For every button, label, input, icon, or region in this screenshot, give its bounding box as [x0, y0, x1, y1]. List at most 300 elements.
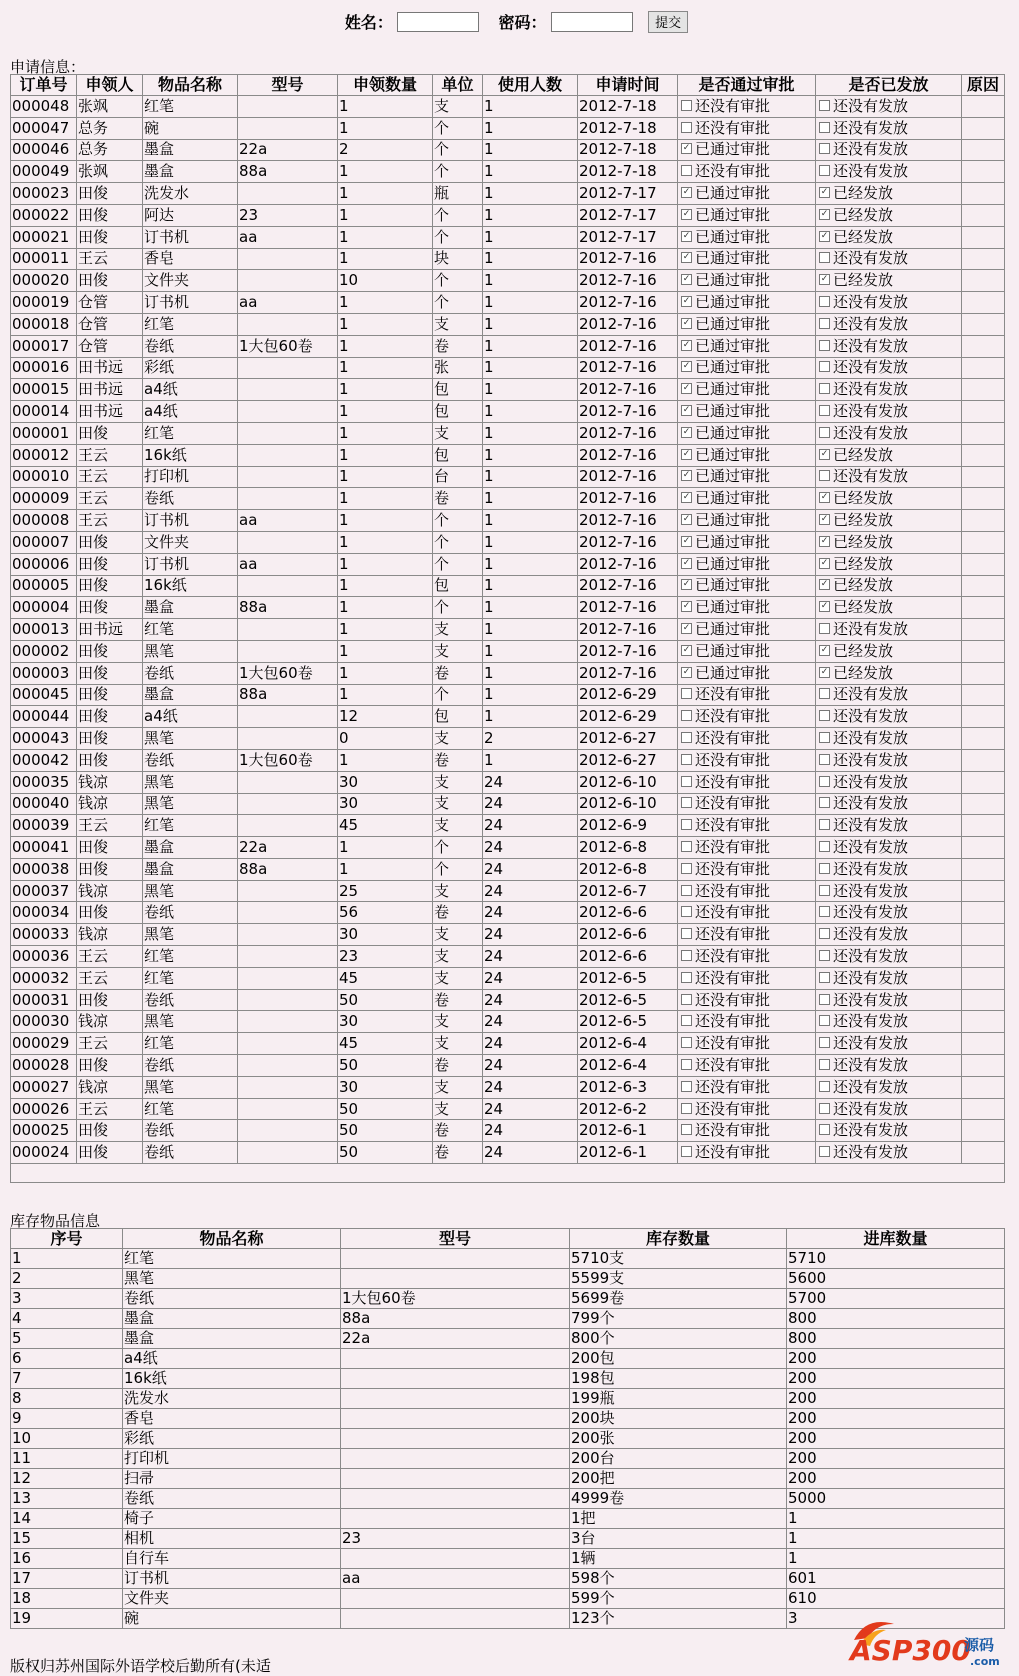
apply-cell-reason: [962, 771, 1005, 793]
apply-cell-users: 1: [483, 422, 578, 444]
apply-cell-reason: [962, 880, 1005, 902]
issue-checkbox[interactable]: [819, 1059, 830, 1070]
issue-checkbox[interactable]: [819, 994, 830, 1005]
approval-label: 还没有审批: [695, 162, 771, 181]
approval-label: 已通过审批: [695, 249, 771, 268]
issue-checkbox[interactable]: [819, 100, 830, 111]
apply-cell-approval: [678, 1055, 816, 1077]
apply-cell-id: 000048: [11, 96, 77, 118]
apply-cell-item: 香皂: [143, 248, 238, 270]
apply-cell-date: 2012-7-16: [578, 662, 678, 684]
stock-cell-no: 7: [11, 1369, 123, 1389]
apply-cell-item: 黑笔: [143, 793, 238, 815]
apply-cell-person: 田俊: [77, 858, 143, 880]
apply-cell-issue: [816, 292, 962, 314]
issue-checkbox[interactable]: [819, 950, 830, 961]
issue-label: 还没有发放: [833, 729, 909, 747]
stock-cell-model: [341, 1449, 570, 1469]
password-label: 密码：: [498, 13, 547, 32]
apply-cell-id: 000046: [11, 139, 77, 161]
issue-checkbox[interactable]: [819, 972, 830, 983]
apply-cell-date: 2012-7-16: [578, 597, 678, 619]
apply-cell-reason: [962, 226, 1005, 248]
approval-checkbox[interactable]: [681, 100, 692, 111]
apply-row: [11, 248, 1005, 270]
apply-cell-item: 红笔: [143, 96, 238, 118]
issue-checkbox[interactable]: [819, 427, 830, 438]
apply-cell-id: 000026: [11, 1098, 77, 1120]
apply-cell-reason: [962, 1033, 1005, 1055]
apply-cell-users: 1: [483, 597, 578, 619]
apply-cell-unit: 卷: [433, 902, 483, 924]
issue-label: 还没有发放: [833, 968, 909, 987]
stock-cell-no: 3: [11, 1289, 123, 1309]
issue-checkbox[interactable]: ✓: [820, 557, 829, 568]
approval-checkbox[interactable]: ✓: [682, 405, 691, 416]
approval-checkbox[interactable]: [681, 710, 692, 721]
apply-cell-unit: 包: [433, 706, 483, 728]
issue-checkbox[interactable]: [819, 405, 830, 416]
approval-label: 还没有审批: [695, 1121, 771, 1140]
apply-cell-person: 田俊: [77, 531, 143, 553]
apply-cell-unit: 支: [433, 946, 483, 968]
apply-cell-users: 24: [483, 902, 578, 924]
approval-label: 已通过审批: [695, 489, 771, 508]
apply-cell-date: 2012-6-2: [578, 1098, 678, 1120]
apply-cell-item: 卷纸: [143, 335, 238, 357]
approval-checkbox[interactable]: [681, 754, 692, 765]
issue-checkbox[interactable]: [819, 361, 830, 372]
apply-col-header: 订单号: [11, 75, 77, 96]
apply-cell-reason: [962, 946, 1005, 968]
apply-row: [11, 183, 1005, 205]
apply-cell-item: 黑笔: [143, 1076, 238, 1098]
issue-checkbox[interactable]: [819, 383, 830, 394]
apply-cell-issue: [816, 248, 962, 270]
apply-cell-item: 红笔: [143, 313, 238, 335]
stock-row: [11, 1589, 1005, 1609]
apply-cell-date: 2012-6-8: [578, 837, 678, 859]
apply-row: [11, 335, 1005, 357]
apply-cell-users: 1: [483, 640, 578, 662]
apply-cell-model: [238, 706, 338, 728]
stock-row: [11, 1429, 1005, 1449]
approval-label: 已通过审批: [695, 271, 771, 290]
apply-spacer-row: [11, 1164, 1005, 1183]
issue-checkbox[interactable]: [819, 1081, 830, 1092]
issue-checkbox[interactable]: [819, 470, 830, 481]
apply-cell-date: 2012-6-29: [578, 684, 678, 706]
apply-cell-id: 000029: [11, 1033, 77, 1055]
stock-cell-model: [341, 1349, 570, 1369]
issue-label: 已经发放: [833, 554, 894, 573]
approval-checkbox[interactable]: ✓: [682, 230, 691, 241]
apply-cell-unit: 张: [433, 357, 483, 379]
issue-label: 还没有发放: [833, 293, 909, 312]
apply-cell-approval: [678, 1142, 816, 1164]
stock-cell-no: 6: [11, 1349, 123, 1369]
apply-row: [11, 553, 1005, 575]
approval-checkbox[interactable]: [681, 841, 692, 852]
issue-checkbox[interactable]: ✓: [820, 492, 829, 503]
apply-cell-issue: [816, 117, 962, 139]
stock-col-header: 物品名称: [123, 1229, 341, 1249]
issue-label: 还没有发放: [833, 794, 909, 813]
apply-cell-approval: [678, 640, 816, 662]
apply-cell-qty: 1: [338, 444, 433, 466]
apply-cell-id: 000003: [11, 662, 77, 684]
issue-label: 还没有发放: [833, 620, 909, 639]
apply-cell-person: 王云: [77, 815, 143, 837]
issue-checkbox[interactable]: ✓: [820, 579, 829, 590]
apply-cell-reason: [962, 706, 1005, 728]
issue-checkbox[interactable]: [819, 797, 830, 808]
apply-cell-reason: [962, 444, 1005, 466]
apply-cell-qty: 1: [338, 313, 433, 335]
issue-checkbox[interactable]: [819, 623, 830, 634]
stock-row: [11, 1569, 1005, 1589]
issue-checkbox[interactable]: [819, 906, 830, 917]
approval-checkbox[interactable]: [681, 1103, 692, 1114]
issue-label: 已经发放: [833, 184, 894, 203]
approval-checkbox[interactable]: ✓: [682, 252, 691, 263]
issue-checkbox[interactable]: [819, 165, 830, 176]
approval-checkbox[interactable]: ✓: [682, 601, 691, 612]
apply-cell-users: 1: [483, 161, 578, 183]
issue-label: 还没有发放: [833, 837, 909, 856]
issue-label: 还没有发放: [833, 1055, 909, 1074]
stock-cell-stock: 599个: [570, 1589, 787, 1609]
stock-cell-item: 相机: [123, 1529, 341, 1549]
name-input[interactable]: [397, 12, 479, 32]
apply-cell-approval: [678, 815, 816, 837]
issue-checkbox[interactable]: ✓: [820, 448, 829, 459]
apply-cell-issue: [816, 553, 962, 575]
apply-table: [10, 74, 1005, 1183]
approval-checkbox[interactable]: [681, 165, 692, 176]
approval-label: 已通过审批: [695, 576, 771, 595]
apply-cell-issue: [816, 1098, 962, 1120]
approval-checkbox[interactable]: ✓: [682, 470, 691, 481]
apply-cell-unit: 支: [433, 815, 483, 837]
password-input[interactable]: [551, 12, 633, 32]
apply-cell-qty: 1: [338, 204, 433, 226]
issue-checkbox[interactable]: [819, 1015, 830, 1026]
apply-cell-date: 2012-6-4: [578, 1033, 678, 1055]
apply-cell-reason: [962, 422, 1005, 444]
approval-checkbox[interactable]: ✓: [682, 666, 691, 677]
apply-cell-qty: 1: [338, 96, 433, 118]
apply-cell-item: 黑笔: [143, 728, 238, 750]
apply-cell-unit: 卷: [433, 488, 483, 510]
stock-cell-no: 12: [11, 1469, 123, 1489]
issue-checkbox[interactable]: [819, 863, 830, 874]
apply-cell-person: 张飒: [77, 96, 143, 118]
apply-cell-item: 洗发水: [143, 183, 238, 205]
stock-cell-item: 红笔: [123, 1249, 341, 1269]
apply-row: [11, 1120, 1005, 1142]
apply-cell-qty: 1: [338, 183, 433, 205]
apply-cell-approval: [678, 248, 816, 270]
apply-cell-approval: [678, 292, 816, 314]
apply-row: [11, 967, 1005, 989]
approval-checkbox[interactable]: ✓: [682, 557, 691, 568]
issue-checkbox[interactable]: [819, 296, 830, 307]
approval-checkbox[interactable]: ✓: [682, 383, 691, 394]
apply-cell-users: 1: [483, 248, 578, 270]
apply-cell-date: 2012-7-16: [578, 313, 678, 335]
apply-cell-item: 红笔: [143, 967, 238, 989]
issue-checkbox[interactable]: [819, 776, 830, 787]
stock-cell-no: 14: [11, 1509, 123, 1529]
issue-checkbox[interactable]: [819, 841, 830, 852]
issue-checkbox[interactable]: [819, 1124, 830, 1135]
apply-cell-model: [238, 379, 338, 401]
issue-checkbox[interactable]: [819, 143, 830, 154]
issue-checkbox[interactable]: ✓: [820, 644, 829, 655]
apply-cell-id: 000016: [11, 357, 77, 379]
apply-cell-reason: [962, 401, 1005, 423]
apply-cell-users: 1: [483, 139, 578, 161]
apply-cell-reason: [962, 1142, 1005, 1164]
approval-label: 已通过审批: [695, 336, 771, 355]
approval-checkbox[interactable]: ✓: [682, 579, 691, 590]
issue-checkbox[interactable]: ✓: [820, 601, 829, 612]
submit-button[interactable]: 提交: [648, 11, 688, 33]
issue-label: 还没有发放: [833, 1012, 909, 1031]
approval-checkbox[interactable]: [681, 797, 692, 808]
issue-checkbox[interactable]: [819, 1146, 830, 1157]
approval-checkbox[interactable]: ✓: [682, 623, 691, 634]
apply-cell-id: 000027: [11, 1076, 77, 1098]
approval-checkbox[interactable]: [681, 1081, 692, 1092]
apply-cell-qty: 12: [338, 706, 433, 728]
approval-checkbox[interactable]: [681, 950, 692, 961]
apply-cell-id: 000009: [11, 488, 77, 510]
apply-cell-qty: 1: [338, 553, 433, 575]
issue-checkbox[interactable]: [819, 710, 830, 721]
apply-cell-person: 田俊: [77, 706, 143, 728]
issue-checkbox[interactable]: ✓: [820, 666, 829, 677]
approval-checkbox[interactable]: [681, 1146, 692, 1157]
stock-row: [11, 1509, 1005, 1529]
apply-cell-id: 000018: [11, 313, 77, 335]
stock-cell-model: [341, 1509, 570, 1529]
issue-label: 还没有发放: [833, 881, 909, 900]
issue-label: 已经发放: [833, 663, 894, 682]
apply-cell-item: 文件夹: [143, 531, 238, 553]
approval-checkbox[interactable]: ✓: [682, 339, 691, 350]
approval-checkbox[interactable]: [681, 994, 692, 1005]
apply-cell-model: aa: [238, 553, 338, 575]
issue-label: 还没有发放: [833, 96, 909, 115]
approval-label: 已通过审批: [695, 467, 771, 486]
apply-header-row: [11, 75, 1005, 96]
apply-cell-qty: 1: [338, 858, 433, 880]
apply-cell-person: 田俊: [77, 749, 143, 771]
issue-checkbox[interactable]: [819, 885, 830, 896]
apply-cell-date: 2012-7-17: [578, 204, 678, 226]
approval-label: 还没有审批: [695, 903, 771, 922]
stock-cell-item: 香皂: [123, 1409, 341, 1429]
issue-checkbox[interactable]: ✓: [820, 208, 829, 219]
apply-cell-model: [238, 401, 338, 423]
issue-checkbox[interactable]: ✓: [820, 230, 829, 241]
approval-checkbox[interactable]: ✓: [682, 514, 691, 525]
issue-checkbox[interactable]: [819, 754, 830, 765]
approval-checkbox[interactable]: [681, 972, 692, 983]
apply-cell-unit: 卷: [433, 989, 483, 1011]
apply-cell-users: 1: [483, 204, 578, 226]
apply-cell-person: 田俊: [77, 1142, 143, 1164]
apply-cell-id: 000034: [11, 902, 77, 924]
issue-checkbox[interactable]: [819, 732, 830, 743]
approval-checkbox[interactable]: [681, 732, 692, 743]
apply-cell-id: 000039: [11, 815, 77, 837]
apply-cell-date: 2012-6-6: [578, 924, 678, 946]
issue-checkbox[interactable]: [819, 688, 830, 699]
approval-checkbox[interactable]: ✓: [682, 535, 691, 546]
issue-checkbox[interactable]: [819, 928, 830, 939]
apply-cell-date: 2012-7-18: [578, 117, 678, 139]
apply-cell-qty: 1: [338, 292, 433, 314]
issue-checkbox[interactable]: ✓: [820, 274, 829, 285]
approval-checkbox[interactable]: [681, 1015, 692, 1026]
apply-cell-users: 1: [483, 270, 578, 292]
approval-checkbox[interactable]: [681, 885, 692, 896]
approval-checkbox[interactable]: ✓: [682, 317, 691, 328]
apply-row: [11, 749, 1005, 771]
apply-cell-qty: 30: [338, 1011, 433, 1033]
apply-cell-issue: [816, 771, 962, 793]
apply-cell-model: [238, 444, 338, 466]
approval-checkbox[interactable]: ✓: [682, 143, 691, 154]
approval-checkbox[interactable]: ✓: [682, 274, 691, 285]
apply-cell-id: 000038: [11, 858, 77, 880]
apply-cell-date: 2012-6-10: [578, 771, 678, 793]
stock-cell-stock: 5699卷: [570, 1289, 787, 1309]
issue-checkbox[interactable]: [819, 1103, 830, 1114]
apply-cell-date: 2012-6-7: [578, 880, 678, 902]
stock-cell-stock: 123个: [570, 1609, 787, 1629]
approval-checkbox[interactable]: [681, 1059, 692, 1070]
approval-checkbox[interactable]: ✓: [682, 187, 691, 198]
issue-checkbox[interactable]: [819, 318, 830, 329]
apply-cell-item: 阿达: [143, 204, 238, 226]
apply-row: [11, 706, 1005, 728]
approval-checkbox[interactable]: ✓: [682, 208, 691, 219]
issue-label: 还没有发放: [833, 1099, 909, 1118]
issue-checkbox[interactable]: [819, 1037, 830, 1048]
stock-cell-no: 19: [11, 1609, 123, 1629]
apply-cell-id: 000005: [11, 575, 77, 597]
apply-cell-unit: 个: [433, 204, 483, 226]
issue-checkbox[interactable]: ✓: [820, 535, 829, 546]
apply-cell-unit: 个: [433, 837, 483, 859]
apply-cell-issue: [816, 183, 962, 205]
approval-checkbox[interactable]: [681, 863, 692, 874]
issue-checkbox[interactable]: [819, 819, 830, 830]
apply-cell-issue: [816, 466, 962, 488]
apply-cell-reason: [962, 902, 1005, 924]
stock-cell-model: [341, 1609, 570, 1629]
apply-cell-issue: [816, 204, 962, 226]
apply-cell-person: 田俊: [77, 728, 143, 750]
apply-cell-reason: [962, 183, 1005, 205]
apply-cell-issue: [816, 815, 962, 837]
approval-checkbox[interactable]: ✓: [682, 361, 691, 372]
approval-checkbox[interactable]: ✓: [682, 426, 691, 437]
approval-checkbox[interactable]: ✓: [682, 296, 691, 307]
issue-checkbox[interactable]: ✓: [820, 187, 829, 198]
apply-cell-id: 000015: [11, 379, 77, 401]
issue-label: 还没有发放: [833, 358, 909, 377]
apply-cell-person: 仓管: [77, 313, 143, 335]
approval-checkbox[interactable]: [681, 1124, 692, 1135]
approval-checkbox[interactable]: ✓: [682, 448, 691, 459]
apply-cell-model: 88a: [238, 858, 338, 880]
stock-cell-no: 16: [11, 1549, 123, 1569]
apply-cell-unit: 个: [433, 292, 483, 314]
approval-label: 已通过审批: [695, 293, 771, 312]
issue-label: 还没有发放: [833, 903, 909, 922]
apply-cell-date: 2012-7-16: [578, 335, 678, 357]
apply-cell-issue: [816, 597, 962, 619]
apply-cell-id: 000030: [11, 1011, 77, 1033]
logo-domain-text: .com: [970, 1655, 1000, 1668]
apply-cell-date: 2012-6-10: [578, 793, 678, 815]
stock-row: [11, 1249, 1005, 1269]
approval-checkbox[interactable]: ✓: [682, 492, 691, 503]
issue-checkbox[interactable]: ✓: [820, 514, 829, 525]
apply-row: [11, 575, 1005, 597]
approval-label: 还没有审批: [695, 1034, 771, 1053]
approval-checkbox[interactable]: [681, 906, 692, 917]
approval-checkbox[interactable]: [681, 776, 692, 787]
approval-checkbox[interactable]: [681, 122, 692, 133]
apply-cell-person: 仓管: [77, 292, 143, 314]
approval-checkbox[interactable]: [681, 928, 692, 939]
apply-cell-id: 000025: [11, 1120, 77, 1142]
approval-checkbox[interactable]: [681, 1037, 692, 1048]
apply-cell-approval: [678, 466, 816, 488]
apply-cell-person: 田俊: [77, 989, 143, 1011]
apply-cell-users: 1: [483, 619, 578, 641]
apply-cell-item: 红笔: [143, 619, 238, 641]
stock-row: [11, 1309, 1005, 1329]
issue-label: 还没有发放: [833, 423, 909, 442]
stock-cell-no: 8: [11, 1389, 123, 1409]
apply-cell-approval: [678, 553, 816, 575]
apply-cell-item: 卷纸: [143, 749, 238, 771]
stock-cell-model: [341, 1389, 570, 1409]
issue-label: 已经发放: [833, 227, 894, 246]
approval-checkbox[interactable]: ✓: [682, 644, 691, 655]
apply-cell-item: 黑笔: [143, 771, 238, 793]
issue-checkbox[interactable]: [819, 122, 830, 133]
apply-cell-item: 红笔: [143, 946, 238, 968]
approval-label: 已通过审批: [695, 380, 771, 399]
apply-cell-issue: [816, 837, 962, 859]
issue-checkbox[interactable]: [819, 340, 830, 351]
apply-cell-approval: [678, 96, 816, 118]
stock-cell-no: 5: [11, 1329, 123, 1349]
issue-checkbox[interactable]: [819, 252, 830, 263]
approval-checkbox[interactable]: [681, 688, 692, 699]
apply-cell-person: 王云: [77, 1098, 143, 1120]
approval-checkbox[interactable]: [681, 819, 692, 830]
apply-cell-date: 2012-6-1: [578, 1142, 678, 1164]
